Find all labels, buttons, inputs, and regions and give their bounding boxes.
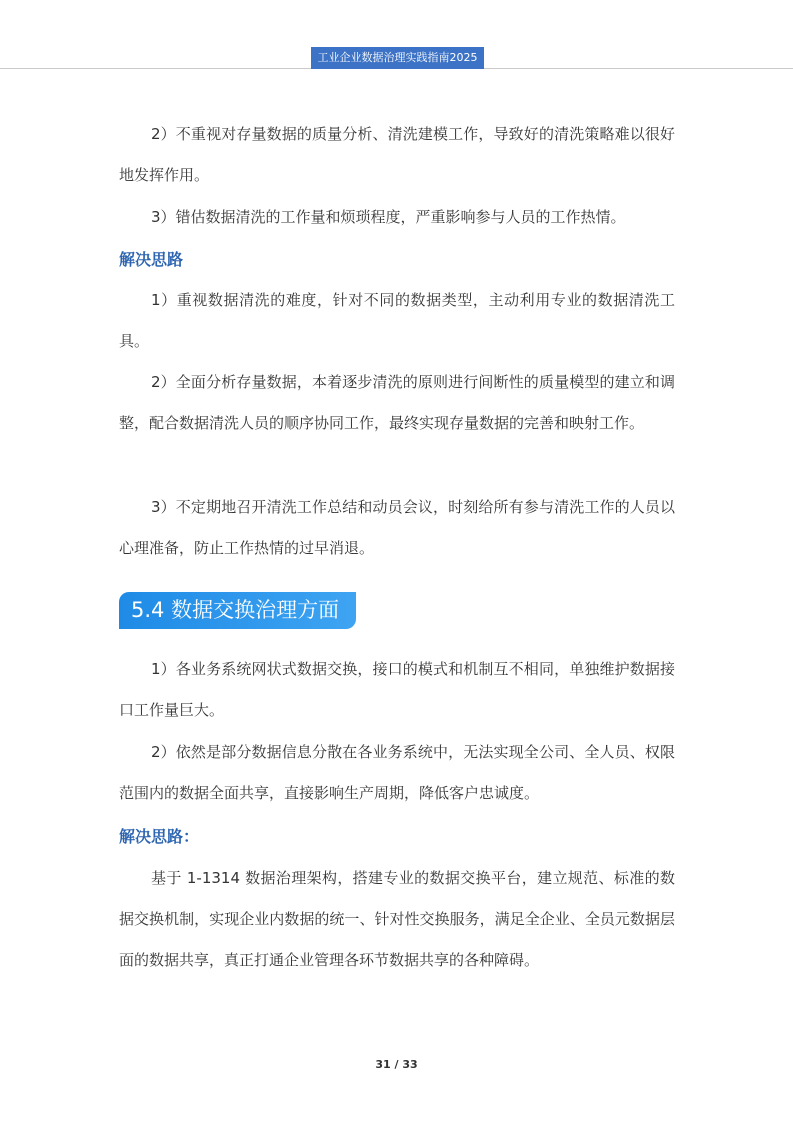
paragraph: 3）不定期地召开清洗工作总结和动员会议，时刻给所有参与清洗工作的人员以心理准备，防止工作热情的过早消退。 (119, 498, 675, 557)
paragraph: 1）重视数据清洗的难度，针对不同的数据类型，主动利用专业的数据清洗工具。 (119, 291, 675, 350)
subheading-solution: 解决思路： (119, 827, 200, 846)
paragraph: 3）错估数据清洗的工作量和烦琐程度，严重影响参与人员的工作热情。 (151, 208, 626, 226)
paragraph: 2）全面分析存量数据，本着逐步清洗的原则进行间断性的质量模型的建立和调整，配合数据清洗人员的顺序协同工作，最终实现存量数据的完善和映射工作。 (119, 373, 675, 432)
document-header-title: 工业企业数据治理实践指南2025 (311, 47, 484, 69)
page-number: 31 / 33 (375, 1058, 418, 1071)
paragraph: 1）各业务系统网状式数据交换，接口的模式和机制互不相同，单独维护数据接口工作量巨大。 (119, 660, 675, 719)
section-heading: 5.4 数据交换治理方面 (119, 592, 356, 629)
paragraph: 基于 1-1314 数据治理架构，搭建专业的数据交换平台，建立规范、标准的数据交换机制，实现企业内数据的统一、针对性交换服务，满足全企业、全员元数据层面的数据共享，真正打通企业管理各环节数据共享的各种障碍。 (119, 869, 675, 969)
paragraph: 2）不重视对存量数据的质量分析、清洗建模工作，导致好的清洗策略难以很好地发挥作用。 (119, 125, 675, 184)
paragraph: 2）依然是部分数据信息分散在各业务系统中，无法实现全公司、全人员、权限范围内的数据全面共享，直接影响生产周期，降低客户忠诚度。 (119, 743, 675, 802)
subheading-solution: 解决思路 (119, 250, 184, 269)
